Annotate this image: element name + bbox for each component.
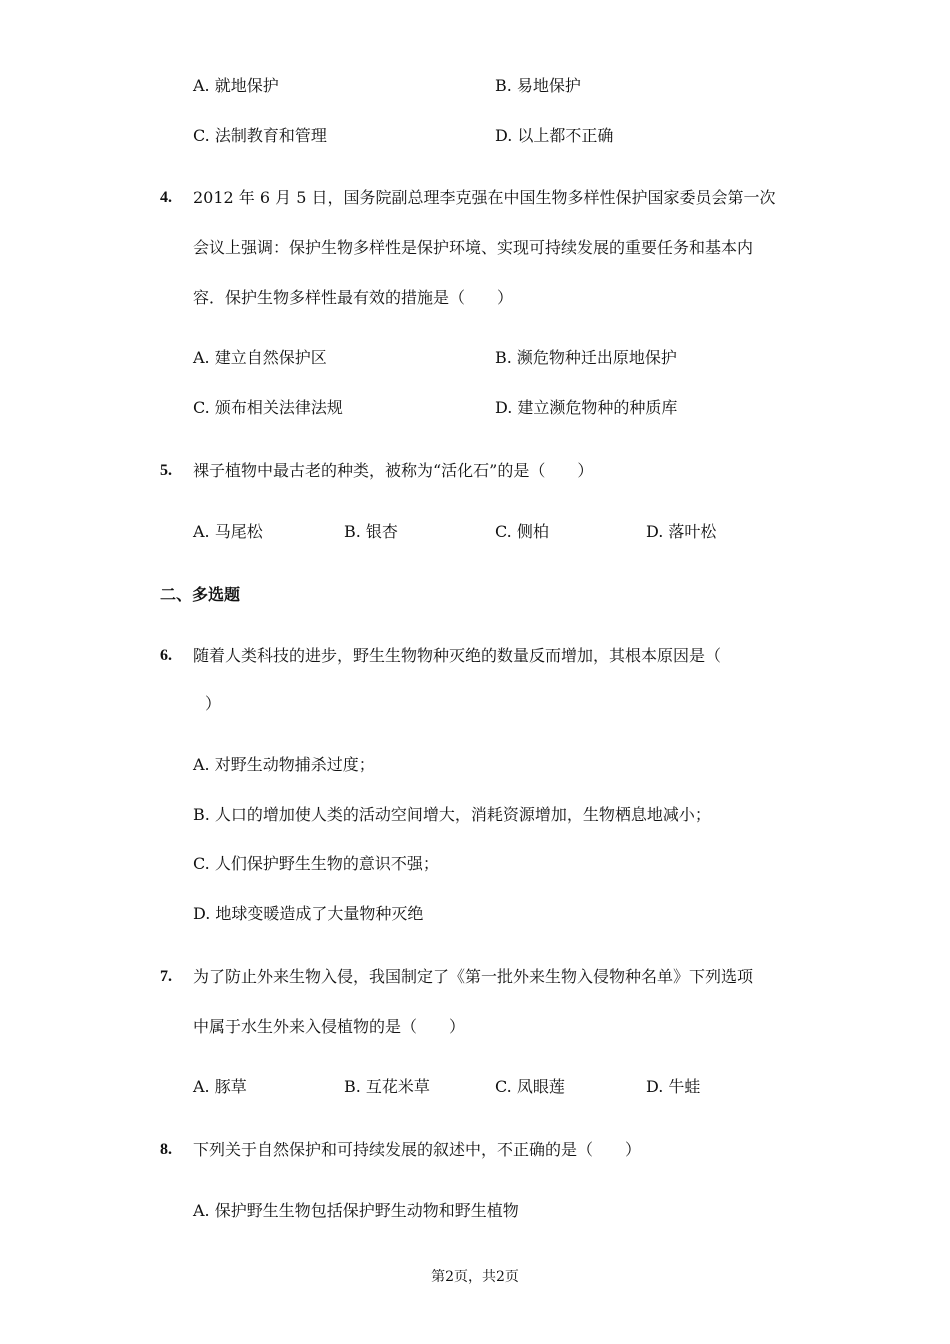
q3-option-d: D. 以上都不正确	[495, 126, 614, 145]
q6-option-d: D. 地球变暖造成了大量物种灭绝	[193, 904, 424, 923]
q3-option-b: B. 易地保护	[495, 76, 581, 95]
section-heading-multiple-choice: 二、多选题	[160, 585, 241, 604]
q6-option-b: B. 人口的增加使人类的活动空间增大，消耗资源增加，生物栖息地减小；	[193, 805, 711, 824]
q8-option-a: A. 保护野生生物包括保护野生动物和野生植物	[193, 1201, 519, 1220]
q5-stem-line1: 裸子植物中最古老的种类，被称为“活化石”的是（ ）	[193, 461, 594, 480]
q5-option-c: C. 侧柏	[495, 522, 549, 541]
q4-stem-line1: 2012 年 6 月 5 日，国务院副总理李克强在中国生物多样性保护国家委员会第一次	[193, 188, 776, 207]
q6-stem-line2: ）	[205, 694, 222, 713]
q7-stem-line1: 为了防止外来生物入侵，我国制定了《第一批外来生物入侵物种名单》下列选项	[193, 967, 754, 986]
q8-stem-line1: 下列关于自然保护和可持续发展的叙述中，不正确的是（ ）	[193, 1140, 642, 1159]
q7-option-b: B. 互花米草	[344, 1077, 430, 1096]
q3-option-c: C. 法制教育和管理	[193, 126, 327, 145]
q4-option-a: A. 建立自然保护区	[193, 348, 327, 367]
q6-number: 6.	[160, 647, 172, 664]
q4-option-b: B. 濒危物种迁出原地保护	[495, 348, 677, 367]
q3-option-a: A. 就地保护	[193, 76, 279, 95]
q5-option-b: B. 银杏	[344, 522, 398, 541]
q4-option-c: C. 颁布相关法律法规	[193, 398, 343, 417]
page-footer: 第2页，共2页	[431, 1269, 519, 1285]
q4-stem-line2: 会议上强调：保护生物多样性是保护环境、实现可持续发展的重要任务和基本内	[193, 238, 754, 257]
q7-number: 7.	[160, 968, 172, 985]
q5-option-a: A. 马尾松	[193, 522, 263, 541]
q8-number: 8.	[160, 1141, 172, 1158]
q7-option-c: C. 凤眼莲	[495, 1077, 565, 1096]
q4-stem-line3: 容．保护生物多样性最有效的措施是（ ）	[193, 288, 514, 307]
q7-stem-line2: 中属于水生外来入侵植物的是（ ）	[193, 1017, 466, 1036]
q4-option-d: D. 建立濒危物种的种质库	[495, 398, 678, 417]
q7-option-d: D. 牛蛙	[646, 1077, 701, 1096]
q4-number: 4.	[160, 189, 172, 206]
q6-option-c: C. 人们保护野生生物的意识不强；	[193, 854, 439, 873]
q6-option-a: A. 对野生动物捕杀过度；	[193, 755, 375, 774]
q7-option-a: A. 豚草	[193, 1077, 247, 1096]
q6-stem-line1: 随着人类科技的进步，野生生物物种灭绝的数量反而增加，其根本原因是（	[193, 646, 722, 665]
q5-number: 5.	[160, 462, 172, 479]
q5-option-d: D. 落叶松	[646, 522, 717, 541]
